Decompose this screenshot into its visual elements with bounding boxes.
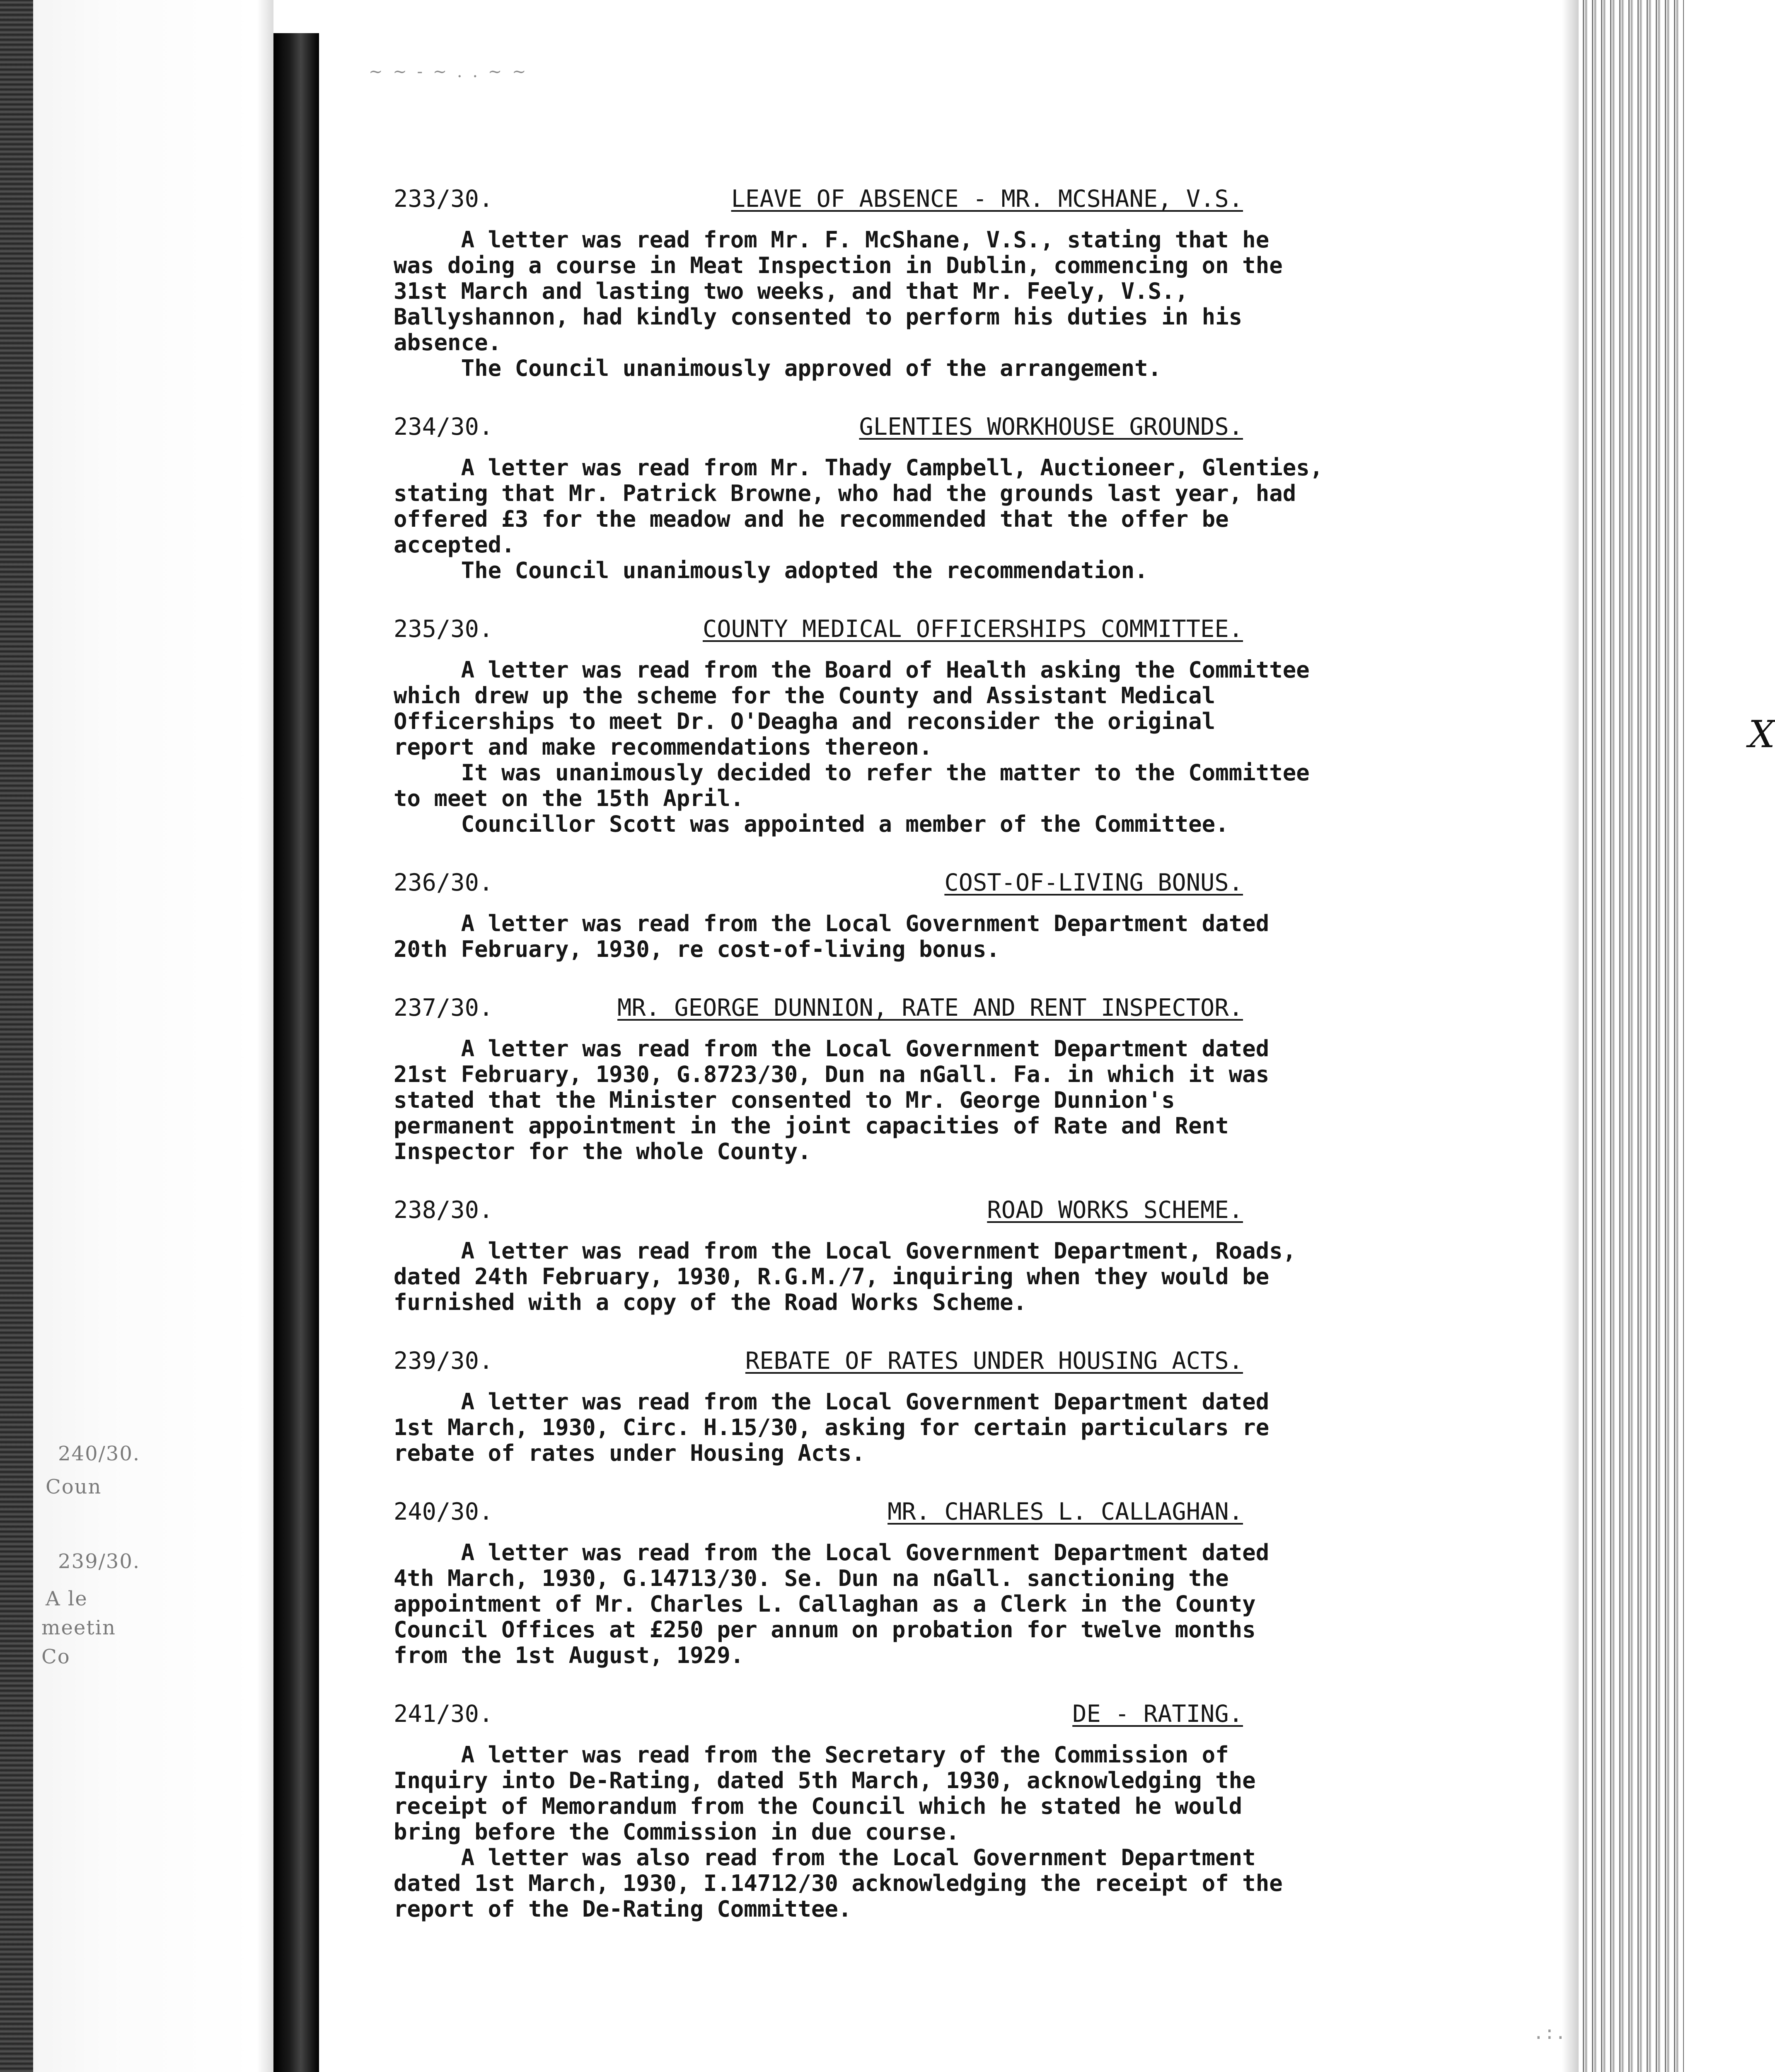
gutter-shadow xyxy=(257,0,273,2072)
item-title: MR. GEORGE DUNNION, RATE AND RENT INSPECTOR. xyxy=(617,994,1243,1021)
handwritten-x-mark: X xyxy=(1748,713,1775,756)
item-header xyxy=(394,1344,1521,1377)
item-header xyxy=(394,182,1521,215)
item-title: DE - RATING. xyxy=(1072,1700,1243,1728)
bottom-specks: .:. xyxy=(1533,2022,1566,2043)
minute-item xyxy=(394,1193,1521,1315)
left-page-fragment: 239/30. xyxy=(58,1550,140,1573)
item-header xyxy=(394,1697,1521,1731)
left-page-fragment: Coun xyxy=(46,1475,102,1498)
item-number: 241/30. xyxy=(394,1700,493,1728)
item-number: 239/30. xyxy=(394,1347,493,1375)
binding-gutter xyxy=(273,33,319,2072)
item-header xyxy=(394,991,1521,1024)
item-title: COST-OF-LIVING BONUS. xyxy=(944,869,1243,896)
item-title: GLENTIES WORKHOUSE GROUNDS. xyxy=(859,413,1243,441)
item-paragraph: A letter was read from the Board of Health asking the Committee which drew up the scheme for the County and Assistant Medical Officerships to meet Dr. O'Deagha and reconsider the original report and make recommendations thereon. It was unanimously decided to refer the matter to the Committee to meet on the 15th April. Councillor Scott was appointed a member of the Committee. xyxy=(394,657,1310,837)
page-stack-shadow xyxy=(1562,0,1579,2072)
left-page-fragment: A le xyxy=(46,1587,88,1610)
item-paragraph: A letter was read from Mr. F. McShane, V.S., stating that he was doing a course in Meat Inspection in Dublin, commencing on the 31st March and lasting two weeks, and that Mr. Feely, V.S., Ballyshannon, had kindly consented to perform his duties in his absence. The Council unanimously approved of the arrangement. xyxy=(394,227,1283,381)
item-title: LEAVE OF ABSENCE - MR. MCSHANE, V.S. xyxy=(731,185,1243,213)
left-page-fragment: meetin xyxy=(41,1616,116,1639)
item-paragraph: A letter was read from Mr. Thady Campbell, Auctioneer, Glenties, stating that Mr. Patrick Browne, who had the grounds last year, had offered £3 for the meadow and he recommended that the offer be accepted. The Council unanimously adopted the recommendation. xyxy=(394,455,1323,583)
item-number: 238/30. xyxy=(394,1196,493,1224)
item-number: 237/30. xyxy=(394,994,493,1021)
left-page-edge xyxy=(0,0,33,2072)
minute-item xyxy=(394,182,1521,381)
item-paragraph: A letter was read from the Local Government Department dated 21st February, 1930, G.8723/30, Dun na nGall. Fa. in which it was stated that the Minister consented to Mr. George Dunnion's permanent appointment in the joint capacities of Rate and Rent Inspector for the whole County. xyxy=(394,1036,1270,1164)
minutes-page xyxy=(319,0,1775,2072)
item-header xyxy=(394,410,1521,443)
item-header xyxy=(394,1193,1521,1227)
item-header xyxy=(394,866,1521,899)
item-title: REBATE OF RATES UNDER HOUSING ACTS. xyxy=(745,1347,1243,1375)
minute-item xyxy=(394,410,1521,583)
item-title: ROAD WORKS SCHEME. xyxy=(987,1196,1243,1224)
item-number: 235/30. xyxy=(394,615,493,643)
item-header xyxy=(394,612,1521,646)
item-number: 234/30. xyxy=(394,413,493,441)
item-number: 240/30. xyxy=(394,1498,493,1525)
page-stack-edge xyxy=(1579,0,1684,2072)
item-paragraph: A letter was read from the Local Government Department dated 20th February, 1930, re cost-of-living bonus. xyxy=(394,910,1270,962)
item-title: MR. CHARLES L. CALLAGHAN. xyxy=(888,1498,1243,1525)
minute-item xyxy=(394,866,1521,962)
item-paragraph: A letter was read from the Local Government Department dated 4th March, 1930, G.14713/30. Se. Dun na nGall. sanctioning the appointment of Mr. Charles L. Callaghan as a Clerk in the County Council Offices at £250 per annum on probation for twelve months from the 1st August, 1929. xyxy=(394,1539,1270,1668)
facing-left-page xyxy=(0,0,257,2072)
faint-header-marks: ~ ~ - ~ . . ~ ~ xyxy=(369,62,529,81)
minute-item xyxy=(394,612,1521,837)
item-paragraph: A letter was read from the Secretary of the Commission of Inquiry into De-Rating, dated 5th March, 1930, acknowledging the receipt of Memorandum from the Council which he stated he would bring before the Commission in due course. A letter was also read from the Local Government Department dated 1st March, 1930, I.14712/30 acknowledging the receipt of the report of the De-Rating Committee. xyxy=(394,1742,1283,1922)
minute-item xyxy=(394,991,1521,1164)
minute-item xyxy=(394,1344,1521,1466)
minute-item xyxy=(394,1495,1521,1668)
item-number: 236/30. xyxy=(394,869,493,896)
minutes-body xyxy=(394,182,1521,1951)
item-title: COUNTY MEDICAL OFFICERSHIPS COMMITTEE. xyxy=(702,615,1243,643)
minute-item xyxy=(394,1697,1521,1922)
item-number: 233/30. xyxy=(394,185,493,213)
item-header xyxy=(394,1495,1521,1528)
left-page-fragment: 240/30. xyxy=(58,1442,140,1465)
left-page-fragment: Co xyxy=(41,1645,70,1668)
item-paragraph: A letter was read from the Local Government Department, Roads, dated 24th February, 1930, R.G.M./7, inquiring when they would be furnished with a copy of the Road Works Scheme. xyxy=(394,1238,1296,1315)
item-paragraph: A letter was read from the Local Government Department dated 1st March, 1930, Circ. H.15/30, asking for certain particulars re rebate of rates under Housing Acts. xyxy=(394,1389,1270,1466)
